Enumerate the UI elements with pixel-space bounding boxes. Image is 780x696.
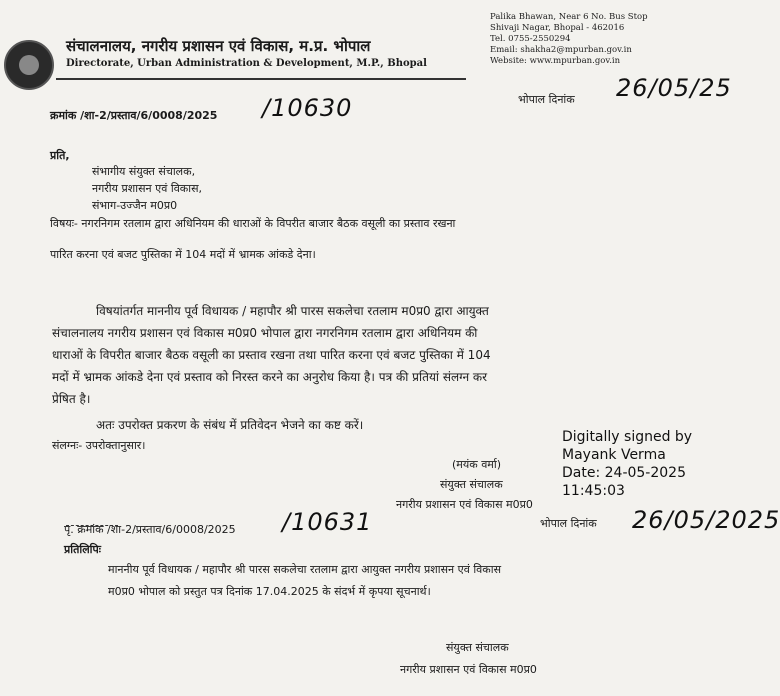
body-line: संचालनालय नगरीय प्रशासन एवं विकास म0प्र0 भोपाल द्वारा नगरनिगम रतलाम द्वारा अधिनियम की xyxy=(52,326,478,340)
recipient-line: संभागीय संयुक्त संचालक, xyxy=(92,165,196,178)
address-email: Email: shakha2@mpurban.gov.in xyxy=(490,45,632,55)
body-line: विषयांतर्गत माननीय पूर्व विधायक / महापौर श्री पारस सकलेचा रतलाम म0प्र0 द्वारा आयुक्त xyxy=(96,304,489,318)
footer-office: नगरीय प्रशासन एवं विकास म0प्र0 xyxy=(400,663,537,676)
address-line: Shivaji Nagar, Bhopal - 462016 xyxy=(490,23,625,33)
copy-date-label: भोपाल दिनांक xyxy=(540,517,597,530)
letterhead-title-hindi: संचालनालय, नगरीय प्रशासन एवं विकास, म.प्र. भोपाल xyxy=(66,37,371,55)
letterhead-title-english: Directorate, Urban Administration & Development, M.P., Bhopal xyxy=(66,58,427,69)
handwritten-date: 26/05/25 xyxy=(616,74,732,102)
recipient-line: संभाग-उज्जैन म0प्र0 xyxy=(92,199,178,212)
copy-label: प्रतिलिपिः xyxy=(64,543,102,556)
date-label: भोपाल दिनांक xyxy=(518,93,575,106)
subject-line: विषयः- नगरनिगम रतलाम द्वारा अधिनियम की धाराओं के विपरीत बाजार बैठक वसूली का प्रस्ताव रखना xyxy=(50,217,456,230)
copy-reference-number: पृ. क्रमांक /शा-2/प्रस्ताव/6/0008/2025 xyxy=(64,523,236,536)
digital-signature-line: Mayank Verma xyxy=(562,447,666,463)
handwritten-copy-date: 26/05/2025 xyxy=(632,506,780,534)
enclosure-line: संलग्नः- उपरोक्तानुसार। xyxy=(52,439,146,452)
copy-label-underline xyxy=(66,525,118,526)
copy-line: म0प्र0 भोपाल को प्रस्तुत पत्र दिनांक 17.04.2025 के संदर्भ में कृपया सूचनार्थ। xyxy=(108,585,431,598)
body-line: धाराओं के विपरीत बाजार बैठक वसूली का प्रस्ताव रखना तथा पारित करना एवं बजट पुस्तिका में 104 xyxy=(52,348,491,362)
body-line: मदों में भ्रामक आंकडे देना एवं प्रस्ताव को निरस्त करने का अनुरोध किया है। पत्र की प्रतियां संलग्न कर xyxy=(52,370,488,384)
signatory-office: नगरीय प्रशासन एवं विकास म0प्र0 xyxy=(396,498,533,511)
digital-signature-line: 11:45:03 xyxy=(562,483,625,499)
handwritten-copy-dispatch-number: /10631 xyxy=(282,508,373,536)
letterhead-rule xyxy=(56,78,466,80)
address-line: Tel. 0755-2550294 xyxy=(490,34,571,44)
signatory-designation: संयुक्त संचालक xyxy=(440,478,503,491)
digital-signature-line: Date: 24-05-2025 xyxy=(562,465,686,481)
body-line: प्रेषित है। xyxy=(52,392,91,406)
footer-designation: संयुक्त संचालक xyxy=(446,641,509,654)
request-line: अतः उपरोक्त प्रकरण के संबंध में प्रतिवेदन भेजने का कष्ट करें। xyxy=(96,418,364,432)
digital-signature-stamp xyxy=(562,428,692,500)
recipient-salutation: प्रति, xyxy=(50,149,70,162)
recipient-line: नगरीय प्रशासन एवं विकास, xyxy=(92,182,203,195)
handwritten-dispatch-number: /10630 xyxy=(262,94,353,122)
reference-number: क्रमांक /शा-2/प्रस्ताव/6/0008/2025 xyxy=(50,109,218,122)
copy-line: माननीय पूर्व विधायक / महापौर श्री पारस सकलेचा रतलाम द्वारा आयुक्त नगरीय प्रशासन एवं विकास xyxy=(108,563,502,576)
address-line: Palika Bhawan, Near 6 No. Bus Stop xyxy=(490,12,648,22)
digital-signature-line: Digitally signed by xyxy=(562,429,693,445)
department-emblem-icon xyxy=(4,40,54,90)
address-website: Website: www.mpurban.gov.in xyxy=(490,56,621,66)
subject-line: पारित करना एवं बजट पुस्तिका में 104 मदों में भ्रामक आंकडे देना। xyxy=(50,248,316,261)
signatory-name: (मयंक वर्मा) xyxy=(452,458,502,471)
letterhead-address xyxy=(490,12,648,67)
